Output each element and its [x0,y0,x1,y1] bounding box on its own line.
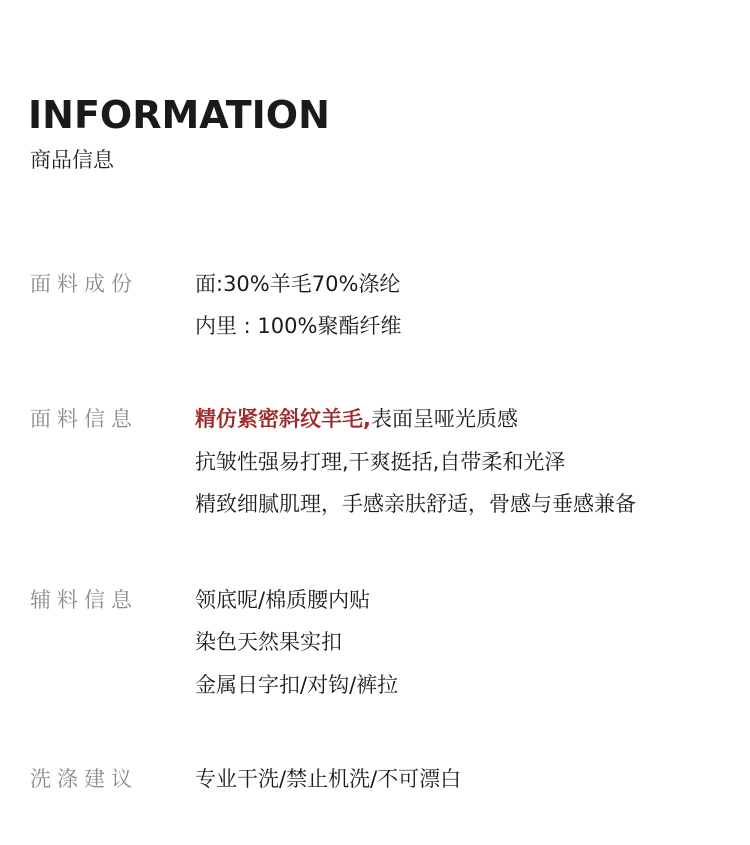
accessories-info-line-2: 染色天然果实扣 [195,630,342,654]
washing-advice-line-1: 专业干洗/禁止机洗/不可漂白 [195,767,462,791]
fabric-info-line-2: 抗皱性强易打理,干爽挺括,自带柔和光泽 [195,450,566,474]
accessories-info-label: 辅料信息 [30,588,138,612]
fabric-composition-label: 面料成份 [30,272,138,296]
fabric-info-highlight: 精仿紧密斜纹羊毛, [195,407,371,431]
page-subtitle: 商品信息 [30,148,114,172]
fabric-composition-line-1: 面:30%羊毛70%涤纶 [195,272,401,296]
fabric-info-line-1-text: 表面呈哑光质感 [370,407,518,431]
fabric-composition-line-2: 内里 : 100%聚酯纤维 [195,314,402,338]
fabric-info-line-1 [195,405,518,433]
fabric-info-label: 面料信息 [30,407,138,431]
accessories-info-line-3: 金属日字扣/对钩/裤拉 [195,673,399,697]
fabric-info-line-3: 精致细腻肌理，手感亲肤舒适，骨感与垂感兼备 [195,492,636,516]
page-title: INFORMATION [28,93,330,137]
accessories-info-line-1: 领底呢/棉质腰内贴 [195,588,371,612]
washing-advice-label: 洗涤建议 [30,767,138,791]
